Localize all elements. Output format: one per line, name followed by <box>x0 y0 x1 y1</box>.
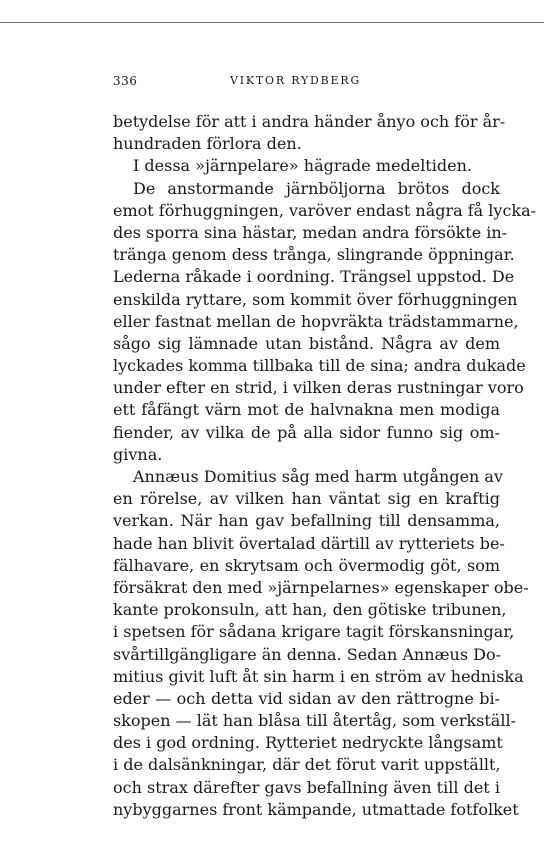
page-number: 336 <box>113 74 138 88</box>
text-line: I dessa »järnpelare» hägrade medeltiden. <box>133 156 472 176</box>
top-rule <box>0 22 544 23</box>
text-line: kante prokonsuln, att han, den götiske tribunen, <box>113 600 507 620</box>
text-line: eller fastnat mellan de hopvräkta trädstammarne, <box>113 311 519 331</box>
text-line: De anstormande järnböljorna brötos dock <box>133 178 500 198</box>
text-line: fiender, av vilka de på alla sidor funno sig om- <box>113 422 500 442</box>
text-line: en rörelse, av vilken han väntat sig en kraftig <box>113 489 500 509</box>
running-title: VIKTOR RYDBERG <box>230 74 362 87</box>
text-line: Annæus Domitius såg med harm utgången av <box>133 467 503 486</box>
text-line: svårtillgängligare än denna. Sedan Annæus Do- <box>113 644 501 664</box>
text-line: under efter en strid, i vilken deras rustningar voro <box>113 378 524 398</box>
text-line: i de dalsänkningar, där det förut varit uppställt, <box>113 755 501 775</box>
text-line: fälhavare, en skrytsam och övermodig göt, som <box>113 555 500 575</box>
text-line: Lederna råkade i oordning. Trängsel uppstod. De <box>113 267 515 287</box>
text-line: i spetsen för sådana krigare tagit förskansningar, <box>113 622 515 642</box>
page-header <box>113 74 500 92</box>
text-line: lyckades komma tillbaka till de sina; andra dukade <box>113 356 526 376</box>
text-line: enskilda ryttare, som kommit över förhuggningen <box>113 289 518 309</box>
text-line: skopen — lät han blåsa till återtåg, som verkställ- <box>113 711 516 731</box>
text-line: emot förhuggningen, varöver endast några få lycka- <box>113 200 537 220</box>
text-line: verkan. När han gav befallning till densamma, <box>113 511 500 531</box>
text-line: försäkrat den med »järnpelarnes» egenskaper obe- <box>113 577 529 597</box>
text-line: eder — och detta vid sidan av den rättrogne bi- <box>113 688 500 708</box>
text-line: hundraden förlora den. <box>113 134 302 154</box>
text-line: givna. <box>113 444 163 464</box>
text-line: sågo sig lämnade utan bistånd. Några av dem <box>113 333 500 353</box>
text-line: tränga genom dess trånga, slingrande öppningar. <box>113 245 515 265</box>
text-line: des sporra sina hästar, medan andra försökte in- <box>113 222 508 242</box>
text-line: nybyggarnes front kämpande, utmattade fotfolket <box>113 799 519 819</box>
text-line: ett fåfängt värn mot de halvnakna men modiga <box>113 400 500 420</box>
text-line: des i god ordning. Rytteriet nedryckte långsamt <box>113 733 503 753</box>
text-line: och strax därefter gavs befallning även till det i <box>113 777 500 797</box>
text-line: mitius givit luft åt sin harm i en ström av hedniska <box>113 666 524 686</box>
text-line: betydelse för att i andra händer ånyo och för år- <box>113 112 506 131</box>
body-text <box>113 111 537 821</box>
text-line: hade han blivit övertalad därtill av rytteriets be- <box>113 533 505 553</box>
